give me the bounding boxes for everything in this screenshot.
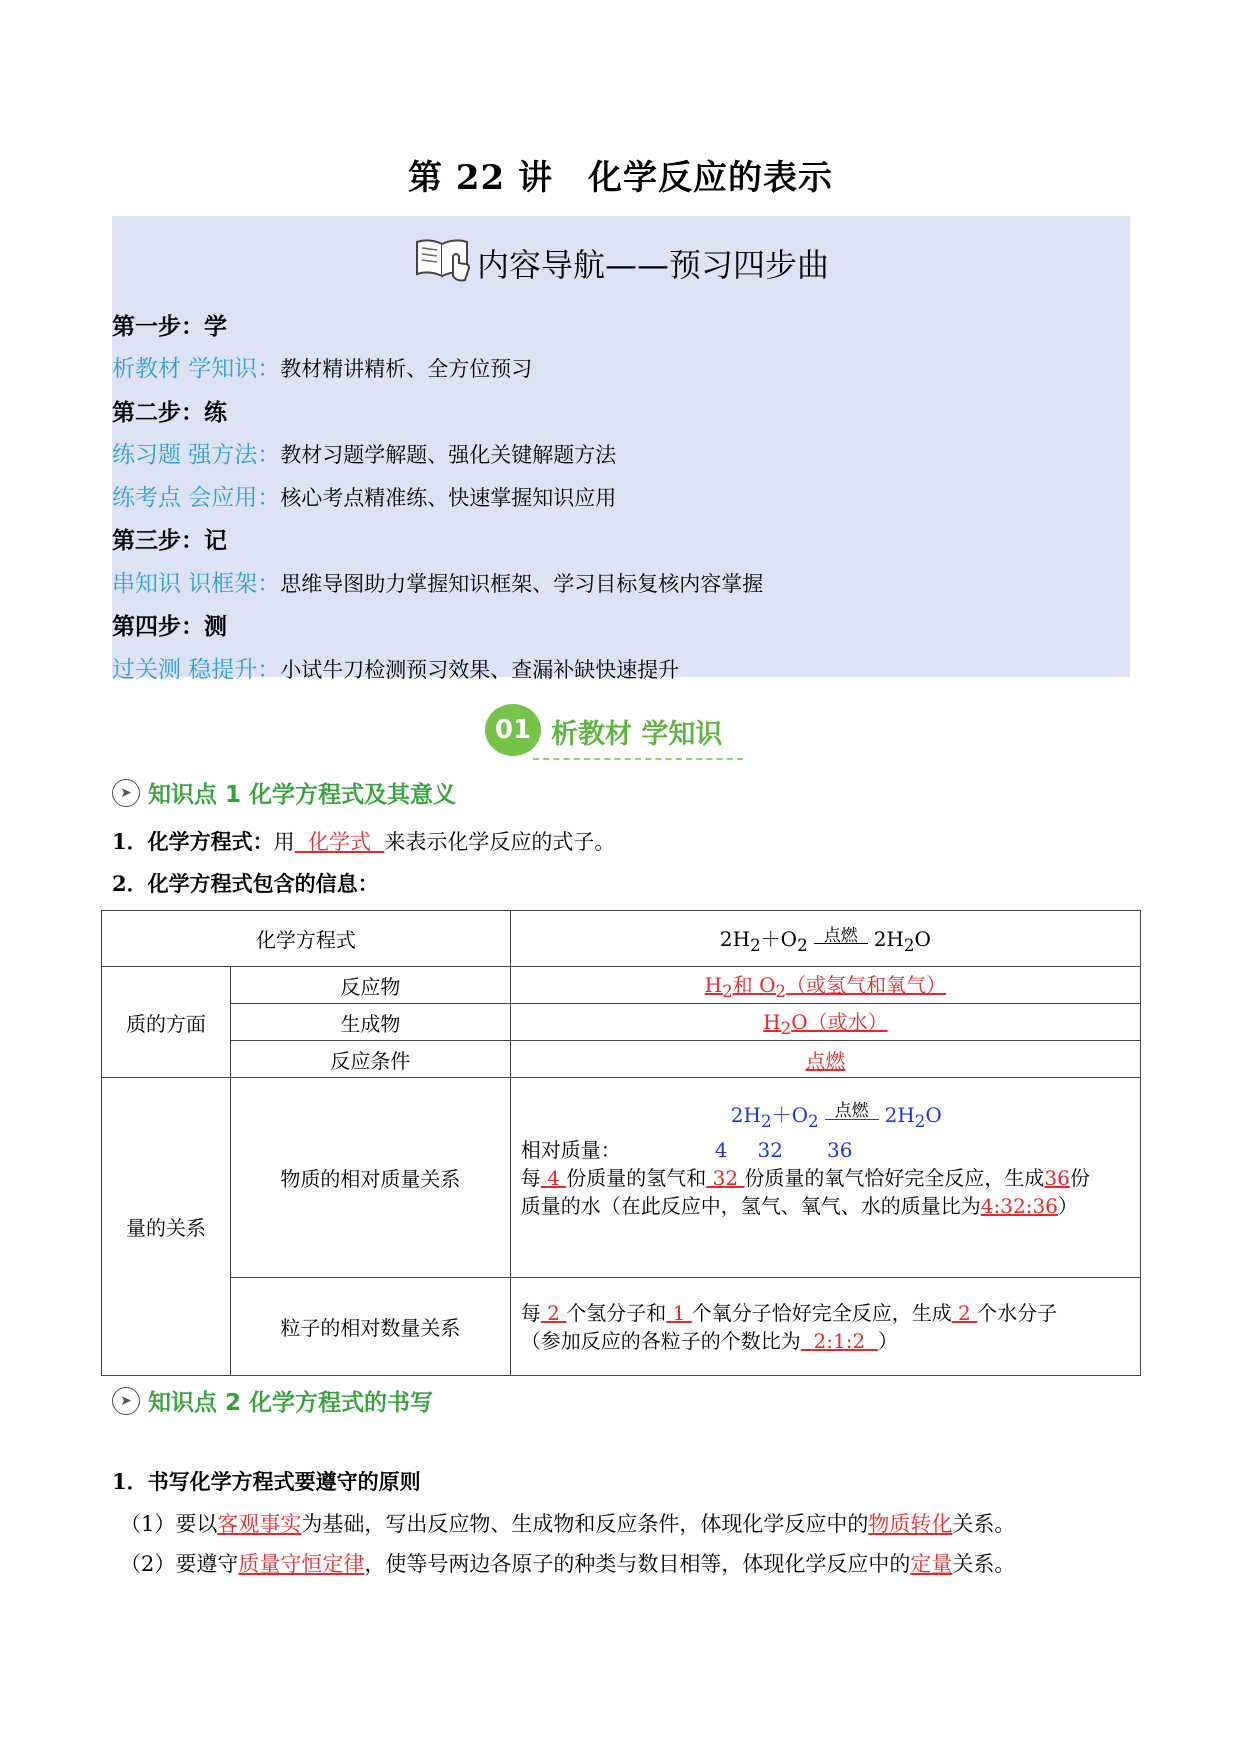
principle-2: （2）要遵守质量守恒定律，使等号两边各原子的种类与数目相等，体现化学反应中的定量关系。 — [120, 1552, 1016, 1576]
step-1: 第一步：学 — [112, 313, 227, 340]
section-badge — [485, 704, 755, 760]
step-2-item-2 — [112, 479, 616, 512]
products-label: 生成物 — [231, 1004, 511, 1041]
step-item-highlight: 练考点 会应用： — [112, 485, 281, 511]
equation-info-table — [101, 910, 1141, 1376]
mass-relation-cell — [510, 1078, 1140, 1278]
book-pointer-icon — [413, 234, 475, 292]
particle-relation-cell — [510, 1278, 1140, 1376]
knowledge-point-1-title: 知识点 1 化学方程式及其意义 — [148, 782, 457, 808]
step-item-highlight: 练习题 强方法： — [112, 442, 281, 468]
particle-relation-label: 粒子的相对数量关系 — [231, 1278, 511, 1376]
reactants-label: 反应物 — [231, 967, 511, 1004]
eq-sub: 2 — [797, 935, 808, 955]
condition-text: 点燃 — [823, 925, 858, 946]
mass-h2o: 36 — [826, 1138, 853, 1162]
mass-ratio-sentence: 质量的水（在此反应中，氢气、氧气、水的质量比为4:32:36） — [520, 1194, 1078, 1218]
quality-label: 质的方面 — [102, 967, 231, 1078]
answer-objective-facts: 客观事实 — [217, 1512, 302, 1536]
condition-label: 反应条件 — [231, 1041, 511, 1078]
eq-sub: 2 — [750, 935, 761, 955]
eq-sub: 2 — [903, 935, 915, 955]
answer-substance-transformation: 物质转化 — [868, 1512, 953, 1536]
principle-1: （1）要以客观事实为基础，写出反应物、生成物和反应条件，体现化学反应中的物质转化关系。 — [120, 1512, 1016, 1536]
step-3: 第三步：记 — [112, 527, 227, 554]
principles-heading: 1．书写化学方程式要遵守的原则 — [112, 1469, 421, 1494]
nav-heading-text: 内容导航——预习四步曲 — [476, 246, 829, 284]
nav-heading — [112, 234, 1130, 292]
step-item-text: 教材精讲精析、全方位预习 — [280, 357, 533, 381]
relative-mass-line — [521, 1136, 1130, 1164]
quantity-label: 量的关系 — [102, 1078, 231, 1376]
answer-conservation-law: 质量守恒定律 — [238, 1552, 365, 1576]
arrow-circle-icon: ➤ — [112, 779, 140, 807]
step-2-item-1 — [112, 436, 616, 469]
page-title: 第 22 讲 化学反应的表示 — [408, 158, 833, 198]
content-navigation — [112, 216, 1130, 683]
info-heading: 2．化学方程式包含的信息： — [112, 871, 379, 896]
answer-quantitative: 定量 — [910, 1552, 953, 1576]
reaction-condition-arrow — [814, 925, 868, 946]
mass-sentence: 每 4 份质量的氢气和 32 份质量的氧气恰好完全反应，生成36份 — [520, 1166, 1090, 1190]
definition-answer: 化学式 — [294, 830, 385, 854]
section-number: 01 — [485, 704, 541, 756]
knowledge-point-2-header — [112, 1384, 433, 1417]
section-underline — [533, 758, 743, 760]
step-4-item — [112, 651, 679, 684]
mass-relation-label: 物质的相对质量关系 — [231, 1078, 511, 1278]
condition-answer: 点燃 — [510, 1041, 1140, 1078]
definition-pre: 用 — [273, 830, 295, 854]
knowledge-point-1-header — [112, 776, 456, 809]
step-item-text: 思维导图助力掌握知识框架、学习目标复核内容掌握 — [280, 572, 764, 596]
arrow-circle-icon: ➤ — [112, 1387, 140, 1415]
eq-product: 2H — [873, 926, 904, 951]
equation-cell — [510, 911, 1140, 967]
step-3-item — [112, 565, 763, 598]
relative-mass-label: 相对质量： — [520, 1138, 621, 1162]
reactants-answer: $H_2$和 $O_2$（或氢气和氧气） — [510, 967, 1140, 1004]
section-title: 析教材 学知识 — [551, 719, 723, 750]
eq-h: 2H — [719, 926, 751, 951]
step-2: 第二步：练 — [112, 399, 227, 426]
step-item-text: 核心考点精准练、快速掌握知识应用 — [280, 486, 617, 510]
particle-ratio-sentence: （参加反应的各粒子的个数比为 2:1:2 ） — [520, 1328, 898, 1353]
step-1-item — [112, 350, 532, 383]
mass-h2: 4 — [714, 1138, 728, 1162]
step-4: 第四步：测 — [112, 613, 227, 640]
step-item-highlight: 析教材 学知识： — [112, 356, 281, 382]
step-item-text: 小试牛刀检测预习效果、查漏补缺快速提升 — [280, 658, 680, 682]
particle-sentence: 每 2 个氢分子和 1 个氧分子恰好完全反应，生成 2 个水分子 — [520, 1300, 1058, 1325]
step-item-highlight: 过关测 稳提升： — [112, 657, 281, 683]
step-item-highlight: 串知识 识框架： — [112, 571, 281, 597]
products-answer: $H_2O$（或水） — [510, 1004, 1140, 1041]
table-header: 化学方程式 — [102, 911, 511, 967]
eq-o: ＋O — [760, 926, 798, 951]
knowledge-point-2-title: 知识点 2 化学方程式的书写 — [148, 1390, 434, 1416]
step-item-text: 教材习题学解题、强化关键解题方法 — [280, 443, 617, 467]
mass-equation: $2H_2+O_2$ 点燃 $2H_2O$ — [730, 1101, 942, 1131]
definition-post: 来表示化学反应的式子。 — [384, 830, 616, 854]
definition-label: 1．化学方程式： — [112, 829, 274, 854]
mass-o2: 32 — [757, 1138, 783, 1162]
eq-product-end: O — [914, 926, 931, 951]
definition-line — [112, 826, 615, 856]
